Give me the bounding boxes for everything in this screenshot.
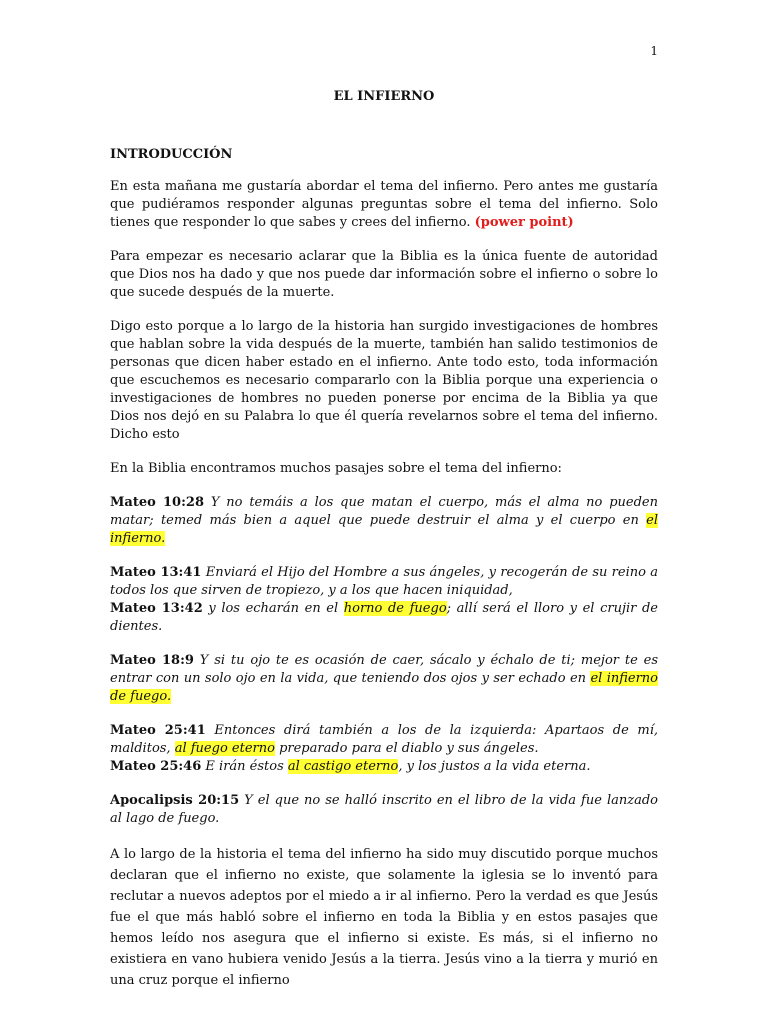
- verse-highlight: el infierno de fuego.: [110, 671, 658, 704]
- verse-text-after: preparado para el diablo y sus ángeles.: [274, 741, 539, 756]
- verse-highlight: al fuego eterno: [174, 741, 275, 756]
- verse-mateo-13-41: [110, 564, 658, 600]
- verse-mateo-18-9: [110, 652, 658, 706]
- verse-reference: Mateo 18:9: [110, 653, 194, 668]
- verse-mateo-13-42: [110, 600, 658, 636]
- verse-reference: Mateo 10:28: [110, 495, 204, 510]
- paragraph-authority: Para empezar es necesario aclarar que la Biblia es la única fuente de autoridad que Dios nos ha dado y que nos puede dar información sobre el infierno o sobre lo que sucede después de la muerte.: [110, 249, 658, 300]
- section-heading: INTRODUCCIÓN: [110, 147, 233, 162]
- power-point-note: (power point): [474, 215, 574, 230]
- verse-text-after: ; allí será el lloro y el crujir de dientes.: [110, 601, 658, 634]
- paragraph-text: En esta mañana me gustaría abordar el tema del infierno. Pero antes me gustaría que pudiéramos responder algunas preguntas sobre el tema del infierno. Solo tienes que responder lo que sabes y crees del infierno.: [110, 179, 658, 230]
- verse-text: Entonces dirá también a los de la izquierda: Apartaos de mí, malditos,: [110, 723, 658, 756]
- document-body: [110, 88, 658, 1007]
- paragraph-passages-intro: En la Biblia encontramos muchos pasajes sobre el tema del infierno:: [110, 461, 562, 476]
- verse-text: Y si tu ojo te es ocasión de caer, sácalo y échalo de ti; mejor te es entrar con un solo ojo en la vida, que teniendo dos ojos y ser echado en: [110, 653, 658, 686]
- verse-group-mateo-25: [110, 722, 658, 776]
- verse-reference: Apocalipsis 20:15: [110, 793, 240, 808]
- verse-reference: Mateo 13:41: [110, 565, 202, 580]
- page-number: 1: [650, 44, 658, 58]
- verse-reference: Mateo 25:41: [110, 723, 206, 738]
- verse-text: Enviará el Hijo del Hombre a sus ángeles, y recogerán de su reino a todos los que sirven de tropiezo, y a los que hacen iniquidad,: [110, 565, 658, 598]
- verse-text: Y el que no se halló inscrito en el libro de la vida fue lanzado al lago de fuego.: [110, 793, 658, 826]
- verse-mateo-25-41: [110, 722, 658, 758]
- verse-mateo-10-28: [110, 494, 658, 548]
- verse-text-after: , y los justos a la vida eterna.: [398, 759, 591, 774]
- verse-reference: Mateo 25:46: [110, 759, 202, 774]
- paragraph-intro: [110, 178, 658, 232]
- paragraph-history: A lo largo de la historia el tema del infierno ha sido muy discutido porque muchos declaran que el infierno no existe, que solamente la iglesia se lo inventó para reclutar a nuevos adeptos por el miedo a ir al infierno. Pero la verdad es que Jesús fue el que más habló sobre el infierno en toda la Biblia y en estos pasajes que hemos leído nos asegura que el infierno si existe. Es más, si el infierno no existiera en vano hubiera venido Jesús a la tierra. Jesús vino a la tierra y murió en una cruz porque el infierno: [110, 847, 658, 988]
- paragraph-comparison: Digo esto porque a lo largo de la historia han surgido investigaciones de hombres que hablan sobre la vida después de la muerte, también han salido testimonios de personas que dicen haber estado en el infierno. Ante todo esto, toda información que escuchemos es necesario compararlo con la Biblia porque una experiencia o investigaciones de hombres no pueden ponerse por encima de la Biblia ya que Dios nos dejó en su Palabra lo que él quería revelarnos sobre el tema del infierno. Dicho esto: [110, 319, 658, 442]
- verse-highlight: el infierno.: [110, 513, 658, 546]
- verse-highlight: horno de fuego: [343, 601, 447, 616]
- verse-reference: Mateo 13:42: [110, 601, 203, 616]
- verse-text: Y no temáis a los que matan el cuerpo, más el alma no pueden matar; temed más bien a aquel que puede destruir el alma y el cuerpo en: [110, 495, 658, 528]
- verse-text: y los echarán en el: [202, 601, 344, 616]
- verse-mateo-25-46: [110, 758, 658, 776]
- document-title: EL INFIERNO: [333, 89, 435, 104]
- verse-group-mateo-13: [110, 564, 658, 636]
- verse-apocalipsis-20-15: [110, 792, 658, 828]
- verse-highlight: al castigo eterno: [287, 759, 399, 774]
- verse-text: E irán éstos: [201, 759, 288, 774]
